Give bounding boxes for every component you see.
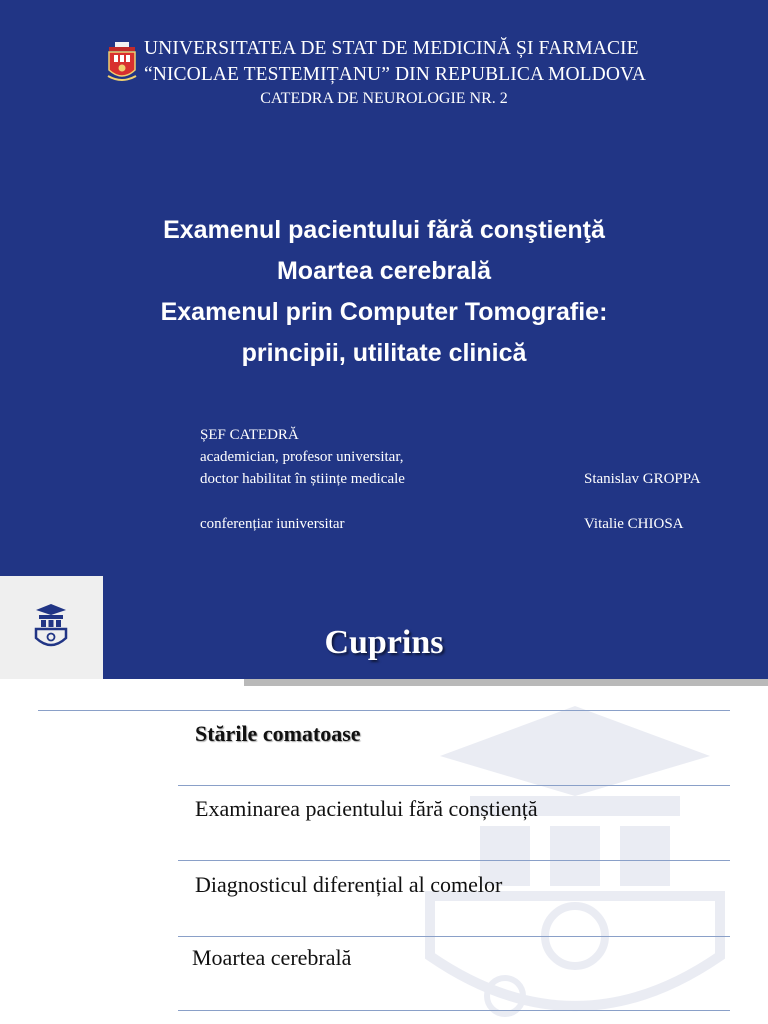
title-line: principii, utilitate clinică [241,339,527,367]
university-name-line2: “NICOLAE TESTEMIȚANU” DIN REPUBLICA MOLDOVA [144,64,646,85]
title-line: Examenul prin Computer Tomografie: [160,298,608,326]
divider [178,785,730,786]
contents-item: Stările comatoase [195,721,361,746]
role-line: doctor habilitat în științe medicale [200,471,405,487]
divider [38,710,730,711]
author-name-1: Stanislav GROPPA [584,471,701,487]
divider [178,1010,730,1011]
contents-slide [0,576,768,1024]
role-line: academician, profesor universitar, [200,449,404,465]
contents-item: Diagnosticul diferențial al comelor [195,872,503,897]
header-shadow [244,679,768,686]
divider [178,936,730,937]
head-of-department-credentials [200,424,405,490]
title-line: Examenul pacientului fără conştienţă [163,216,605,244]
divider [178,860,730,861]
author-role-2: conferențiar iuniversitar [200,516,345,532]
university-crest-icon [106,40,138,84]
author-name-2: Vitalie CHIOSA [584,516,684,532]
role-title: ȘEF CATEDRĂ [200,427,299,443]
department-name: CATEDRA DE NEUROLOGIE NR. 2 [260,90,508,107]
university-name-line1: UNIVERSITATEA DE STAT DE MEDICINĂ ȘI FARMACIE [144,38,639,59]
slide-title: Cuprins [324,624,444,661]
title-line: Moartea cerebrală [276,257,491,285]
contents-item: Examinarea pacientului fără conștiență [195,796,538,821]
contents-item: Moartea cerebrală [192,945,352,970]
presentation-title [0,210,768,374]
